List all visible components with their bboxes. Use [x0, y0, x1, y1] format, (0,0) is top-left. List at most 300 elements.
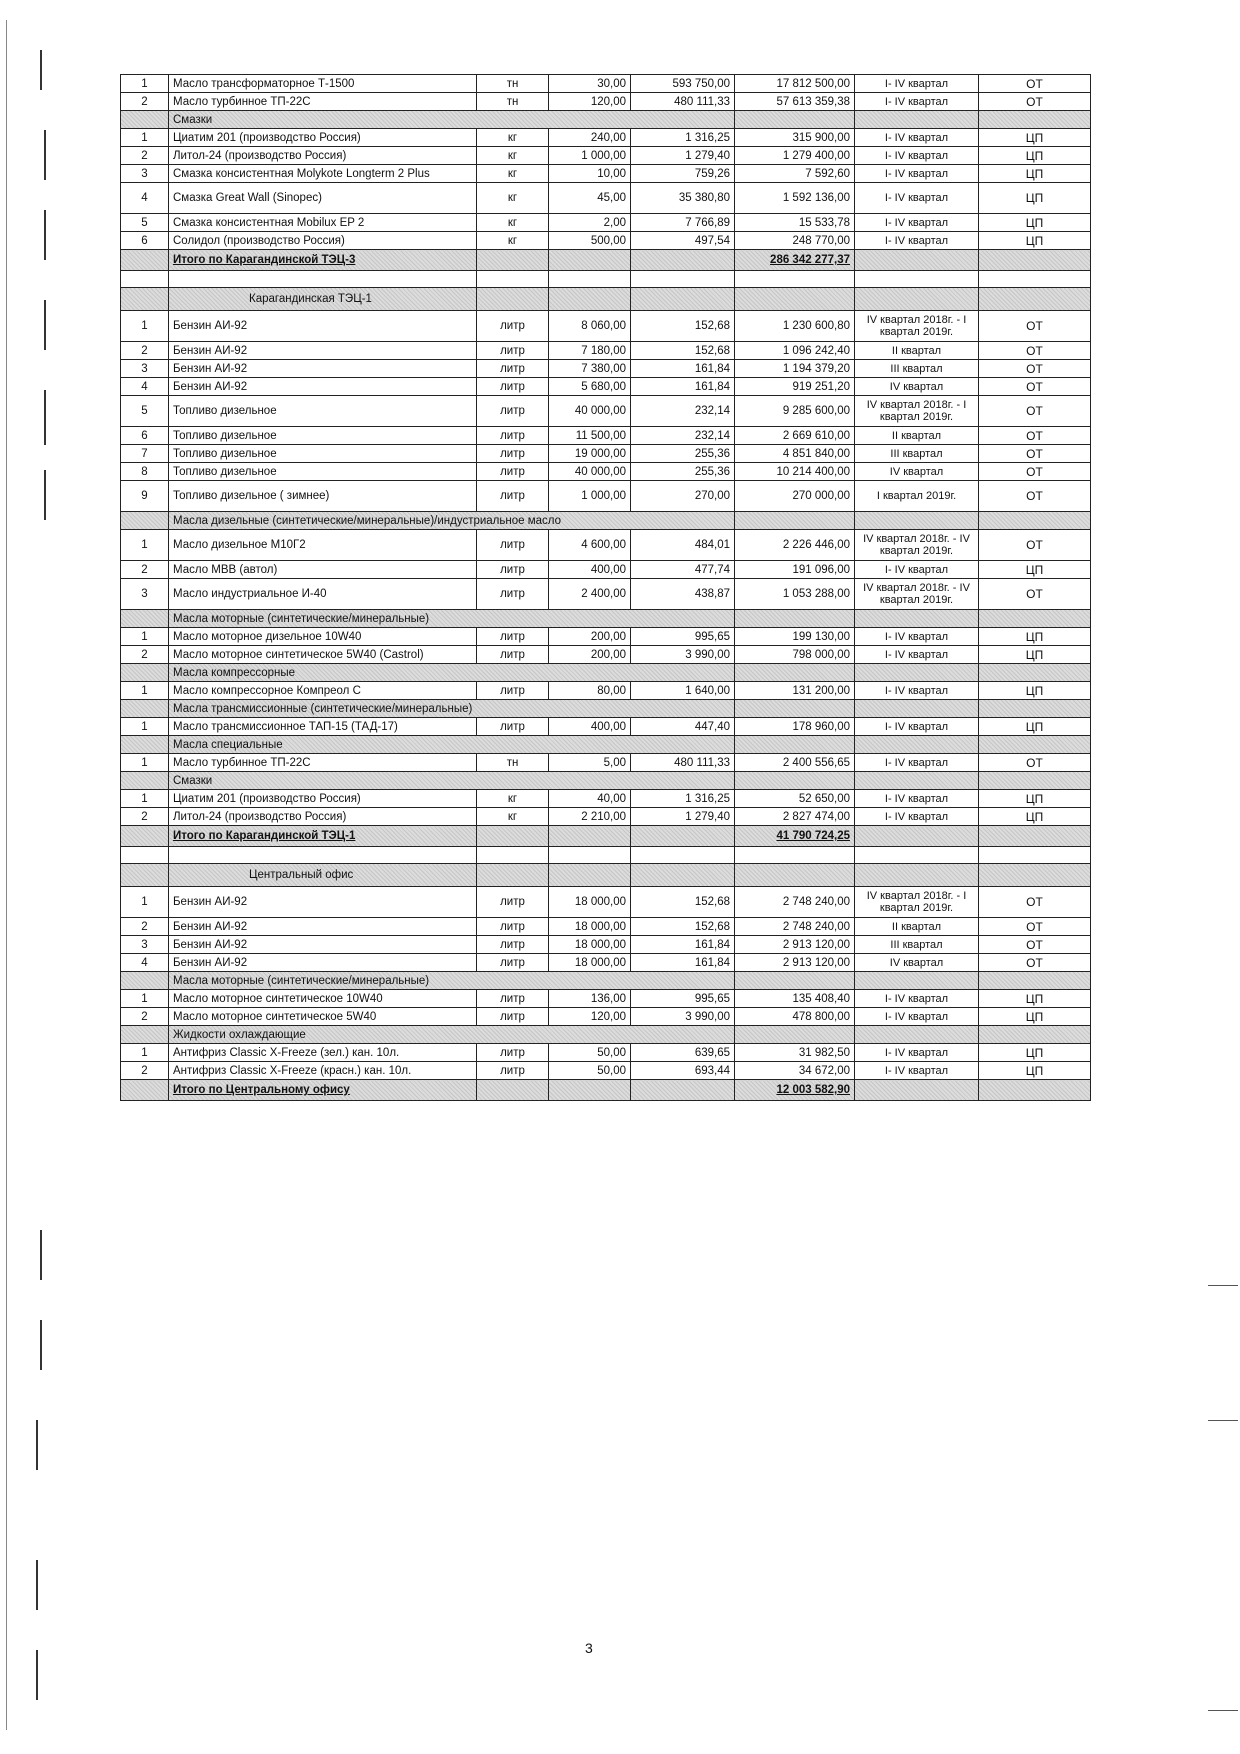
empty-cell [735, 512, 855, 530]
item-name: Смазка Great Wall (Sinopec) [169, 183, 477, 214]
item-name: Масло моторное синтетическое 5W40 (Castrol) [169, 646, 477, 664]
item-category: ОТ [979, 530, 1091, 561]
item-sum: 2 748 240,00 [735, 918, 855, 936]
empty-cell [855, 664, 979, 682]
item-sum: 1 279 400,00 [735, 147, 855, 165]
row-number: 2 [121, 808, 169, 826]
item-unit: литр [477, 311, 549, 342]
group-title: Смазки [169, 772, 735, 790]
item-category: ЦП [979, 147, 1091, 165]
empty-cell [735, 972, 855, 990]
item-name: Масло турбинное ТП-22С [169, 93, 477, 111]
empty-cell [631, 826, 735, 847]
item-category: ЦП [979, 129, 1091, 147]
row-number: 3 [121, 360, 169, 378]
item-sum: 4 851 840,00 [735, 445, 855, 463]
item-sum: 1 230 600,80 [735, 311, 855, 342]
empty-cell [979, 512, 1091, 530]
group-title: Масла дизельные (синтетические/минеральные)/индустриальное масло [169, 512, 735, 530]
section-header-row [121, 288, 1091, 311]
item-name: Масло моторное дизельное 10W40 [169, 628, 477, 646]
group-title: Жидкости охлаждающие [169, 1026, 735, 1044]
group-title: Масла моторные (синтетические/минеральные) [169, 972, 735, 990]
item-sum: 135 408,40 [735, 990, 855, 1008]
empty-cell [121, 288, 169, 311]
item-category: ЦП [979, 718, 1091, 736]
empty-cell [735, 864, 855, 887]
item-category: ЦП [979, 790, 1091, 808]
empty-cell [735, 1026, 855, 1044]
item-price: 255,36 [631, 463, 735, 481]
empty-cell [979, 1026, 1091, 1044]
empty-cell [477, 250, 549, 271]
item-quantity: 120,00 [549, 1008, 631, 1026]
item-period: IV квартал [855, 378, 979, 396]
item-unit: литр [477, 646, 549, 664]
table-row [121, 183, 1091, 214]
item-price: 1 279,40 [631, 808, 735, 826]
row-number: 3 [121, 579, 169, 610]
item-sum: 34 672,00 [735, 1062, 855, 1080]
empty-cell [735, 271, 855, 288]
row-number: 5 [121, 396, 169, 427]
item-category: ЦП [979, 646, 1091, 664]
empty-cell [855, 288, 979, 311]
item-category: ЦП [979, 682, 1091, 700]
row-number: 2 [121, 1062, 169, 1080]
item-category: ОТ [979, 954, 1091, 972]
row-number: 1 [121, 1044, 169, 1062]
empty-cell [855, 111, 979, 129]
row-number: 2 [121, 342, 169, 360]
total-row [121, 1080, 1091, 1101]
item-period: I квартал 2019г. [855, 481, 979, 512]
item-category: ЦП [979, 183, 1091, 214]
empty-cell [477, 1080, 549, 1101]
item-period: III квартал [855, 360, 979, 378]
empty-cell [477, 288, 549, 311]
row-number: 9 [121, 481, 169, 512]
empty-cell [631, 250, 735, 271]
empty-cell [855, 772, 979, 790]
empty-cell [855, 736, 979, 754]
table-row [121, 93, 1091, 111]
item-period: I- IV квартал [855, 808, 979, 826]
empty-cell [169, 847, 477, 864]
item-sum: 248 770,00 [735, 232, 855, 250]
item-category: ОТ [979, 396, 1091, 427]
table-row [121, 232, 1091, 250]
row-number: 4 [121, 183, 169, 214]
item-sum: 9 285 600,00 [735, 396, 855, 427]
item-name: Масло моторное синтетическое 10W40 [169, 990, 477, 1008]
item-period: III квартал [855, 445, 979, 463]
item-period: IV квартал 2018г. - I квартал 2019г. [855, 311, 979, 342]
table-row [121, 1008, 1091, 1026]
item-quantity: 4 600,00 [549, 530, 631, 561]
item-unit: литр [477, 561, 549, 579]
item-price: 161,84 [631, 378, 735, 396]
item-sum: 270 000,00 [735, 481, 855, 512]
row-number: 7 [121, 445, 169, 463]
item-quantity: 18 000,00 [549, 887, 631, 918]
empty-cell [549, 288, 631, 311]
table-row [121, 682, 1091, 700]
item-unit: литр [477, 481, 549, 512]
item-price: 447,40 [631, 718, 735, 736]
item-period: I- IV квартал [855, 1044, 979, 1062]
item-price: 484,01 [631, 530, 735, 561]
item-period: I- IV квартал [855, 628, 979, 646]
item-category: ОТ [979, 463, 1091, 481]
section-title: Центральный офис [169, 864, 477, 887]
scan-margin-mark [36, 1650, 38, 1700]
item-unit: литр [477, 954, 549, 972]
empty-cell [121, 271, 169, 288]
item-unit: литр [477, 990, 549, 1008]
item-name: Масло МВВ (автол) [169, 561, 477, 579]
scan-margin-mark [44, 470, 46, 520]
row-number: 2 [121, 1008, 169, 1026]
item-quantity: 5 680,00 [549, 378, 631, 396]
item-price: 639,65 [631, 1044, 735, 1062]
procurement-table [120, 74, 1091, 1101]
item-name: Бензин АИ-92 [169, 311, 477, 342]
item-unit: литр [477, 530, 549, 561]
item-sum: 919 251,20 [735, 378, 855, 396]
item-price: 152,68 [631, 887, 735, 918]
item-sum: 57 613 359,38 [735, 93, 855, 111]
item-period: I- IV квартал [855, 561, 979, 579]
item-unit: кг [477, 790, 549, 808]
item-sum: 1 053 288,00 [735, 579, 855, 610]
item-quantity: 10,00 [549, 165, 631, 183]
table-row [121, 954, 1091, 972]
item-period: I- IV квартал [855, 147, 979, 165]
item-price: 7 766,89 [631, 214, 735, 232]
item-price: 161,84 [631, 936, 735, 954]
item-sum: 10 214 400,00 [735, 463, 855, 481]
page-number: 3 [585, 1640, 593, 1656]
empty-cell [979, 864, 1091, 887]
item-name: Антифриз Classic X-Freeze (зел.) кан. 10л. [169, 1044, 477, 1062]
table-row [121, 628, 1091, 646]
item-sum: 131 200,00 [735, 682, 855, 700]
item-period: II квартал [855, 342, 979, 360]
empty-cell [979, 772, 1091, 790]
item-quantity: 2 400,00 [549, 579, 631, 610]
item-quantity: 5,00 [549, 754, 631, 772]
item-name: Бензин АИ-92 [169, 378, 477, 396]
item-quantity: 7 180,00 [549, 342, 631, 360]
scan-margin-mark [44, 300, 46, 350]
item-unit: литр [477, 427, 549, 445]
table-row [121, 463, 1091, 481]
group-header-row [121, 736, 1091, 754]
item-name: Топливо дизельное [169, 427, 477, 445]
item-unit: тн [477, 93, 549, 111]
item-price: 255,36 [631, 445, 735, 463]
item-unit: кг [477, 129, 549, 147]
item-period: I- IV квартал [855, 990, 979, 1008]
total-sum: 12 003 582,90 [735, 1080, 855, 1101]
row-number: 3 [121, 936, 169, 954]
group-header-row [121, 972, 1091, 990]
item-category: ОТ [979, 342, 1091, 360]
item-quantity: 1 000,00 [549, 147, 631, 165]
item-name: Бензин АИ-92 [169, 360, 477, 378]
item-unit: литр [477, 463, 549, 481]
table-row [121, 530, 1091, 561]
item-price: 1 316,25 [631, 790, 735, 808]
empty-cell [855, 847, 979, 864]
group-header-row [121, 772, 1091, 790]
empty-cell [979, 250, 1091, 271]
item-name: Смазка консистентная Mobilux EP 2 [169, 214, 477, 232]
table-row [121, 790, 1091, 808]
empty-cell [477, 271, 549, 288]
empty-cell [855, 700, 979, 718]
item-category: ОТ [979, 481, 1091, 512]
empty-cell [855, 972, 979, 990]
item-quantity: 1 000,00 [549, 481, 631, 512]
item-category: ЦП [979, 214, 1091, 232]
table-row [121, 918, 1091, 936]
row-number: 6 [121, 427, 169, 445]
empty-cell [855, 1026, 979, 1044]
item-sum: 52 650,00 [735, 790, 855, 808]
table-body [121, 75, 1091, 1101]
item-sum: 1 096 242,40 [735, 342, 855, 360]
item-period: I- IV квартал [855, 790, 979, 808]
item-price: 152,68 [631, 918, 735, 936]
item-name: Литол-24 (производство Россия) [169, 808, 477, 826]
group-header-row [121, 512, 1091, 530]
group-title: Масла компрессорные [169, 664, 735, 682]
item-sum: 2 748 240,00 [735, 887, 855, 918]
row-number: 1 [121, 311, 169, 342]
scan-margin-mark [36, 1420, 38, 1470]
item-unit: литр [477, 887, 549, 918]
empty-cell [979, 610, 1091, 628]
group-header-row [121, 610, 1091, 628]
item-quantity: 40,00 [549, 790, 631, 808]
item-sum: 31 982,50 [735, 1044, 855, 1062]
item-period: II квартал [855, 427, 979, 445]
row-number: 1 [121, 887, 169, 918]
item-category: ОТ [979, 311, 1091, 342]
empty-cell [735, 288, 855, 311]
item-sum: 2 669 610,00 [735, 427, 855, 445]
empty-cell [631, 864, 735, 887]
item-period: IV квартал [855, 463, 979, 481]
item-unit: литр [477, 628, 549, 646]
empty-cell [121, 610, 169, 628]
item-sum: 7 592,60 [735, 165, 855, 183]
item-price: 270,00 [631, 481, 735, 512]
item-sum: 15 533,78 [735, 214, 855, 232]
item-price: 1 279,40 [631, 147, 735, 165]
item-quantity: 120,00 [549, 93, 631, 111]
item-price: 3 990,00 [631, 646, 735, 664]
item-quantity: 40 000,00 [549, 463, 631, 481]
item-quantity: 11 500,00 [549, 427, 631, 445]
empty-cell [979, 111, 1091, 129]
item-name: Циатим 201 (производство Россия) [169, 129, 477, 147]
item-quantity: 45,00 [549, 183, 631, 214]
row-number: 1 [121, 129, 169, 147]
item-period: II квартал [855, 918, 979, 936]
item-price: 995,65 [631, 628, 735, 646]
table-row [121, 129, 1091, 147]
item-name: Масло турбинное ТП-22С [169, 754, 477, 772]
group-title: Масла моторные (синтетические/минеральные) [169, 610, 735, 628]
row-number: 2 [121, 646, 169, 664]
blank-row [121, 271, 1091, 288]
item-quantity: 18 000,00 [549, 954, 631, 972]
item-price: 161,84 [631, 360, 735, 378]
section-title: Карагандинская ТЭЦ-1 [169, 288, 477, 311]
empty-cell [979, 736, 1091, 754]
empty-cell [121, 664, 169, 682]
item-quantity: 200,00 [549, 646, 631, 664]
group-title: Смазки [169, 111, 735, 129]
item-period: IV квартал [855, 954, 979, 972]
empty-cell [855, 250, 979, 271]
empty-cell [631, 271, 735, 288]
item-price: 3 990,00 [631, 1008, 735, 1026]
empty-cell [855, 1080, 979, 1101]
item-category: ОТ [979, 378, 1091, 396]
table-row [121, 718, 1091, 736]
item-price: 152,68 [631, 342, 735, 360]
item-quantity: 2 210,00 [549, 808, 631, 826]
item-sum: 2 226 446,00 [735, 530, 855, 561]
table-row [121, 445, 1091, 463]
item-category: ЦП [979, 628, 1091, 646]
empty-cell [121, 1026, 169, 1044]
item-quantity: 50,00 [549, 1044, 631, 1062]
group-header-row [121, 1026, 1091, 1044]
scan-margin-mark [1208, 1710, 1238, 1711]
table-row [121, 936, 1091, 954]
row-number: 1 [121, 790, 169, 808]
item-unit: литр [477, 342, 549, 360]
total-sum: 41 790 724,25 [735, 826, 855, 847]
item-quantity: 8 060,00 [549, 311, 631, 342]
item-category: ЦП [979, 1062, 1091, 1080]
scan-margin-mark [1208, 1420, 1238, 1421]
empty-cell [979, 288, 1091, 311]
document-page [120, 74, 1090, 1101]
item-name: Масло моторное синтетическое 5W40 [169, 1008, 477, 1026]
item-period: III квартал [855, 936, 979, 954]
table-row [121, 990, 1091, 1008]
row-number: 1 [121, 990, 169, 1008]
item-name: Циатим 201 (производство Россия) [169, 790, 477, 808]
item-name: Топливо дизельное [169, 463, 477, 481]
item-price: 477,74 [631, 561, 735, 579]
empty-cell [549, 826, 631, 847]
table-row [121, 165, 1091, 183]
empty-cell [735, 736, 855, 754]
empty-cell [735, 610, 855, 628]
item-unit: кг [477, 214, 549, 232]
item-category: ОТ [979, 754, 1091, 772]
item-quantity: 50,00 [549, 1062, 631, 1080]
empty-cell [735, 700, 855, 718]
empty-cell [121, 512, 169, 530]
item-period: IV квартал 2018г. - IV квартал 2019г. [855, 579, 979, 610]
item-period: I- IV квартал [855, 1062, 979, 1080]
empty-cell [549, 864, 631, 887]
empty-cell [735, 847, 855, 864]
item-name: Масло трансформаторное Т-1500 [169, 75, 477, 93]
item-category: ЦП [979, 1008, 1091, 1026]
item-sum: 798 000,00 [735, 646, 855, 664]
table-row [121, 1044, 1091, 1062]
table-row [121, 481, 1091, 512]
empty-cell [735, 664, 855, 682]
scan-margin-mark [6, 20, 7, 1730]
item-quantity: 18 000,00 [549, 936, 631, 954]
total-row [121, 250, 1091, 271]
empty-cell [549, 847, 631, 864]
table-row [121, 754, 1091, 772]
item-period: I- IV квартал [855, 646, 979, 664]
row-number: 2 [121, 561, 169, 579]
item-name: Масло компрессорное Компреол С [169, 682, 477, 700]
empty-cell [631, 1080, 735, 1101]
item-period: I- IV квартал [855, 682, 979, 700]
scan-margin-mark [40, 1230, 42, 1280]
item-name: Топливо дизельное ( зимнее) [169, 481, 477, 512]
item-period: I- IV квартал [855, 93, 979, 111]
item-quantity: 200,00 [549, 628, 631, 646]
item-price: 35 380,80 [631, 183, 735, 214]
empty-cell [979, 664, 1091, 682]
row-number: 3 [121, 165, 169, 183]
item-unit: литр [477, 918, 549, 936]
item-quantity: 240,00 [549, 129, 631, 147]
item-period: I- IV квартал [855, 214, 979, 232]
empty-cell [121, 1080, 169, 1101]
item-period: I- IV квартал [855, 165, 979, 183]
scan-margin-mark [1208, 1285, 1238, 1286]
item-period: I- IV квартал [855, 1008, 979, 1026]
item-category: ОТ [979, 918, 1091, 936]
empty-cell [979, 271, 1091, 288]
item-name: Солидол (производство Россия) [169, 232, 477, 250]
item-price: 480 111,33 [631, 754, 735, 772]
item-period: I- IV квартал [855, 183, 979, 214]
scan-margin-mark [40, 50, 42, 90]
item-name: Смазка консистентная Molykote Longterm 2 Plus [169, 165, 477, 183]
item-name: Масло дизельное М10Г2 [169, 530, 477, 561]
item-name: Масло индустриальное И-40 [169, 579, 477, 610]
item-price: 438,87 [631, 579, 735, 610]
item-unit: литр [477, 1062, 549, 1080]
item-unit: литр [477, 579, 549, 610]
item-price: 152,68 [631, 311, 735, 342]
item-price: 1 316,25 [631, 129, 735, 147]
total-label: Итого по Карагандинской ТЭЦ-1 [169, 826, 477, 847]
group-header-row [121, 700, 1091, 718]
table-row [121, 311, 1091, 342]
item-unit: кг [477, 183, 549, 214]
item-quantity: 7 380,00 [549, 360, 631, 378]
table-row [121, 214, 1091, 232]
